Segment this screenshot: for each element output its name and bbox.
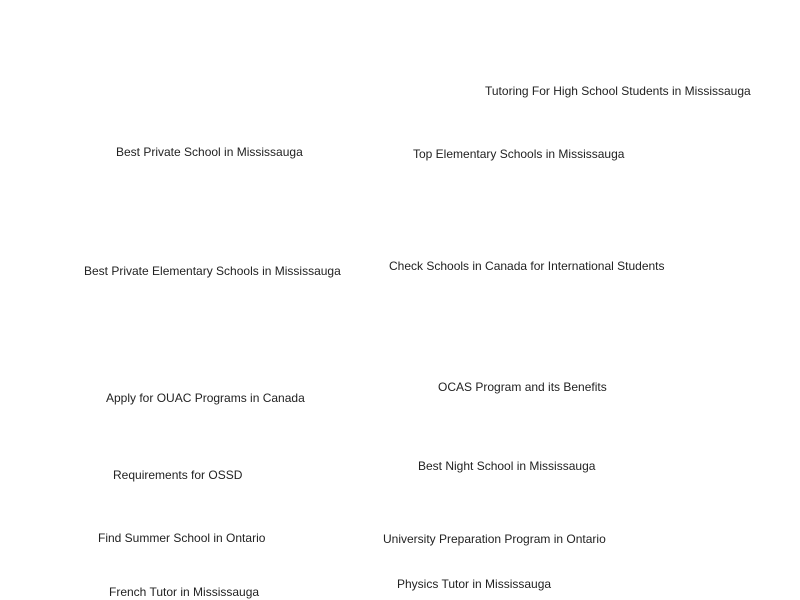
link-summer-school-ontario[interactable]: Find Summer School in Ontario: [98, 531, 266, 545]
link-tutoring-high-school[interactable]: Tutoring For High School Students in Mississauga: [485, 84, 751, 98]
link-best-private-elementary-schools[interactable]: Best Private Elementary Schools in Mississauga: [84, 264, 341, 278]
link-requirements-ossd[interactable]: Requirements for OSSD: [113, 468, 243, 482]
link-best-night-school[interactable]: Best Night School in Mississauga: [418, 459, 596, 473]
link-top-elementary-schools[interactable]: Top Elementary Schools in Mississauga: [413, 147, 625, 161]
link-ocas-program[interactable]: OCAS Program and its Benefits: [438, 380, 607, 394]
link-french-tutor[interactable]: French Tutor in Mississauga: [109, 585, 260, 599]
link-best-private-school[interactable]: Best Private School in Mississauga: [116, 145, 303, 159]
link-apply-ouac[interactable]: Apply for OUAC Programs in Canada: [106, 391, 305, 405]
link-university-preparation[interactable]: University Preparation Program in Ontario: [383, 532, 606, 546]
link-check-schools-international[interactable]: Check Schools in Canada for International Students: [389, 259, 665, 273]
link-physics-tutor[interactable]: Physics Tutor in Mississauga: [397, 577, 552, 591]
